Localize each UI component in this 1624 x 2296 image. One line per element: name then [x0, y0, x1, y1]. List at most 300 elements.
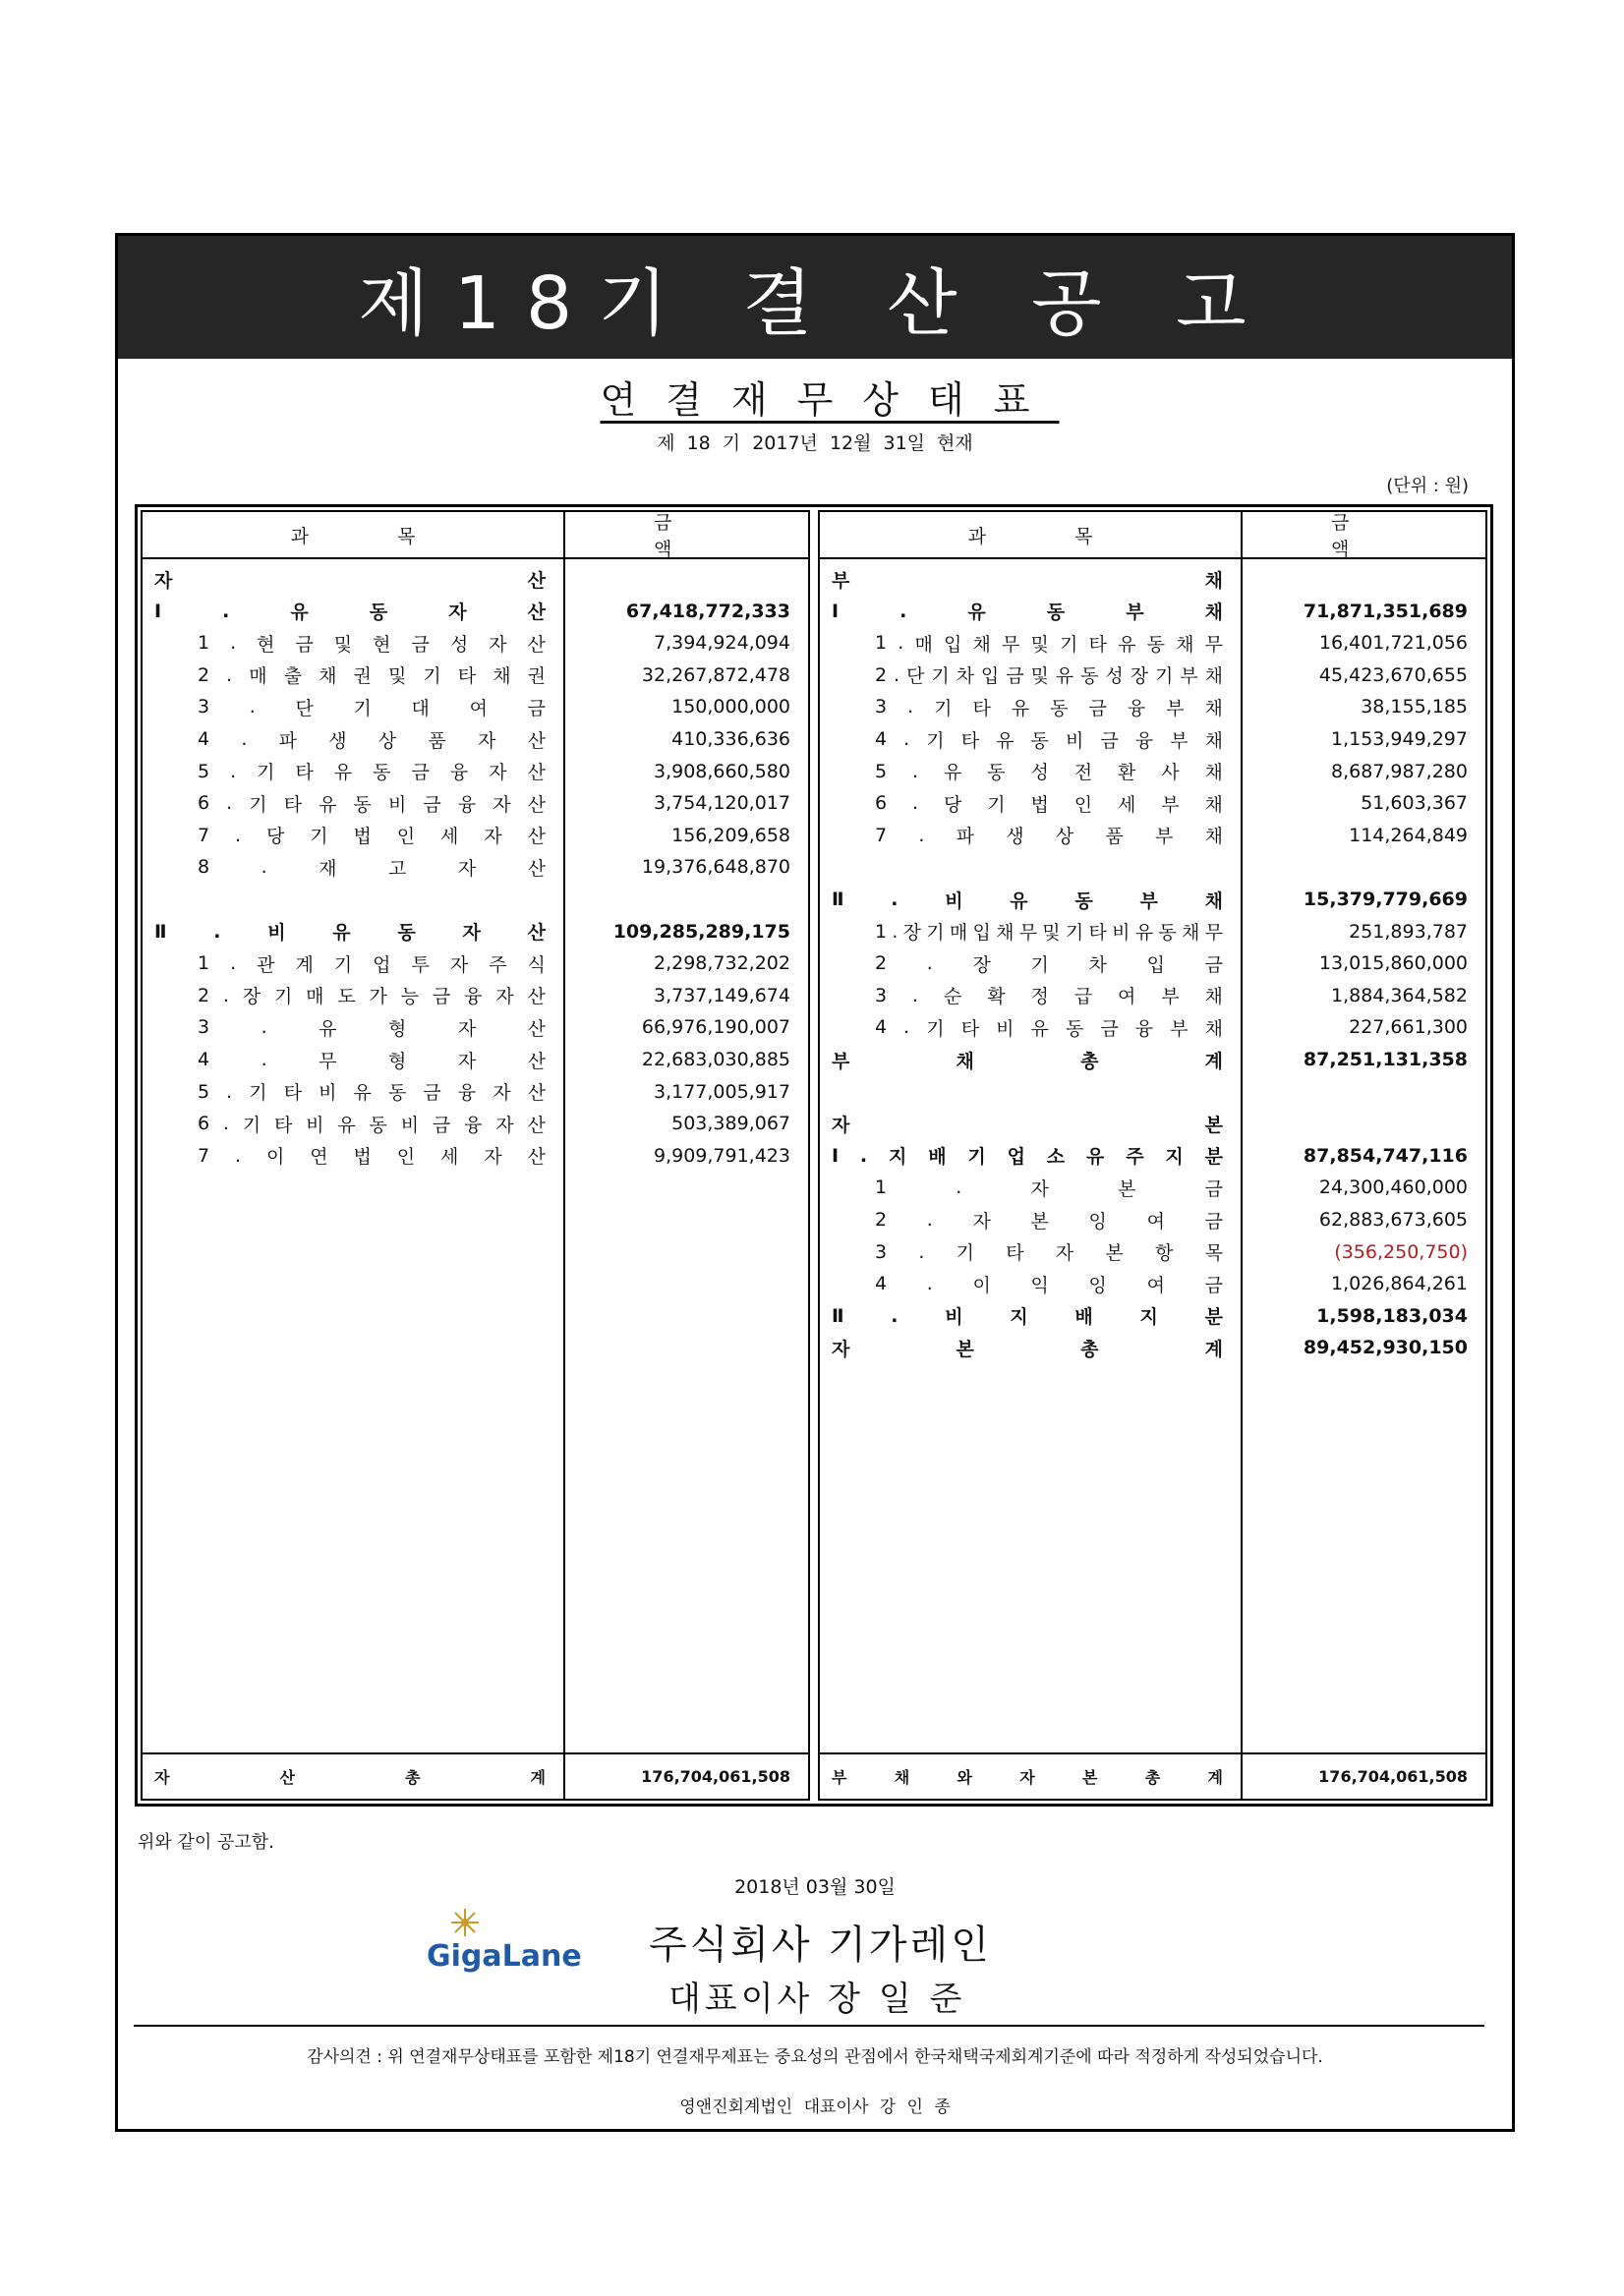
label-char: 타	[283, 1082, 303, 1105]
row-amount: 251,893,787	[1349, 920, 1468, 943]
label-char: 이	[265, 1146, 285, 1169]
label-char: 기	[926, 922, 945, 945]
label-char: 유	[1086, 1146, 1105, 1169]
label-char: 동	[1050, 697, 1069, 719]
label-char: 채	[1204, 762, 1223, 784]
row-amount: 13,015,860,000	[1318, 952, 1468, 975]
label-char: 유	[290, 602, 309, 624]
label-char: 금	[432, 1114, 451, 1136]
label-char: 연	[310, 1146, 328, 1169]
label-char: 1	[198, 632, 210, 655]
label-char: 자	[457, 857, 477, 880]
label-char: 산	[527, 729, 546, 752]
label-char: 금	[411, 633, 430, 656]
label-char: 법	[353, 826, 372, 848]
label-char: 산	[527, 1114, 546, 1136]
label-char: 파	[956, 826, 974, 848]
label-char: 목	[1204, 1242, 1223, 1265]
label-char: .	[926, 1273, 933, 1295]
header-amount-label: 금액	[1331, 512, 1438, 560]
label-char: 채	[1204, 986, 1223, 1008]
label-char: 2	[198, 984, 210, 1006]
label-char: 품	[428, 729, 446, 752]
label-char: 5	[198, 760, 210, 782]
label-char: 성	[1030, 762, 1049, 784]
label-char: .	[261, 1016, 267, 1039]
label-char: 기	[934, 697, 953, 719]
label-char: 본	[1105, 1242, 1124, 1265]
label-char: .	[249, 696, 256, 718]
label-char: 무	[319, 1050, 337, 1072]
label-char: 금	[423, 1082, 441, 1105]
label-char: 산	[527, 826, 546, 848]
label-char: 4	[875, 1273, 888, 1295]
label-char: 계	[1207, 1768, 1223, 1787]
label-char: 유	[1118, 633, 1136, 656]
label-char: 산	[527, 1017, 546, 1040]
row-amount: 1,884,364,582	[1330, 984, 1468, 1006]
label-char: 동	[1046, 602, 1066, 624]
label-char: 무	[1204, 922, 1223, 945]
label-char: 장	[242, 986, 261, 1008]
row-amount: 3,908,660,580	[653, 760, 790, 782]
header-amount	[1243, 512, 1485, 560]
label-char: 융	[1134, 1017, 1154, 1040]
row-amount: 156,209,658	[671, 824, 790, 846]
label-char: 기	[423, 665, 441, 688]
label-char: 채	[1204, 602, 1223, 624]
label-char: 자	[154, 569, 173, 592]
label-char: 산	[527, 602, 546, 624]
label-char: 여	[1118, 986, 1136, 1008]
label-char: 권	[353, 665, 372, 688]
label-char: 금	[295, 633, 314, 656]
label-char: 비	[267, 922, 286, 945]
row-amount: 19,376,648,870	[641, 856, 790, 879]
row-amount: 114,264,849	[1349, 824, 1468, 846]
label-char: 산	[527, 793, 546, 816]
label-char: 급	[1073, 986, 1093, 1008]
liabilities-equity-total-amount: 176,704,061,508	[1318, 1767, 1468, 1786]
label-char: 3	[875, 1240, 888, 1263]
label-char: 장	[1130, 665, 1149, 688]
label-char: 계	[295, 953, 314, 976]
statement-title-text: 연결재무상태표	[600, 378, 1060, 422]
label-char: 2	[198, 663, 210, 686]
label-char: 본	[956, 1338, 974, 1360]
announcement-date: 2018년 03월 30일	[734, 1876, 896, 1898]
label-char: 유	[353, 1082, 372, 1105]
label-char: 도	[337, 986, 356, 1008]
label-char: .	[899, 600, 907, 622]
label-char: 기	[249, 1082, 267, 1105]
label-char: 익	[1030, 1274, 1049, 1296]
label-char: 채	[1204, 890, 1223, 912]
label-char: 부	[1161, 986, 1180, 1008]
label-char: 채	[1204, 793, 1223, 816]
label-char: 계	[530, 1768, 546, 1787]
label-char: 2	[875, 663, 888, 686]
label-char: 8	[198, 856, 210, 879]
label-char: 파	[278, 729, 297, 752]
label-char: .	[226, 663, 233, 686]
label-char: 계	[1204, 1338, 1223, 1360]
label-char: 채	[996, 922, 1015, 945]
label-char: 분	[1204, 1146, 1223, 1169]
label-char: 3	[198, 1016, 210, 1039]
label-char: .	[226, 1080, 233, 1103]
label-char: 총	[405, 1768, 421, 1787]
label-char: 자	[448, 602, 467, 624]
label-char: 식	[527, 953, 546, 976]
label-char: 1	[198, 952, 210, 975]
row-amount: 87,854,747,116	[1303, 1144, 1468, 1167]
label-char: 자	[1055, 1242, 1074, 1265]
label-char: 형	[387, 1050, 407, 1072]
label-char: 채	[1181, 922, 1200, 945]
label-char: 동	[397, 922, 416, 945]
label-char: 장	[972, 953, 991, 976]
label-char: 계	[1204, 1050, 1223, 1072]
assets-header	[143, 512, 808, 559]
label-char: 기	[242, 1114, 261, 1136]
label-char: 입	[943, 633, 962, 656]
label-char: .	[891, 889, 899, 910]
liabilities-equity-total-label	[832, 1754, 1223, 1799]
label-char: 항	[1154, 1242, 1174, 1265]
label-char: 확	[987, 986, 1006, 1008]
label-char: 동	[1146, 633, 1165, 656]
label-char: 세	[1118, 793, 1136, 816]
row-amount: 227,661,300	[1349, 1016, 1468, 1039]
label-char: 투	[411, 953, 430, 976]
label-char: 입	[972, 922, 991, 945]
row-amount: 9,909,791,423	[653, 1144, 790, 1167]
row-amount: 66,976,190,007	[641, 1016, 790, 1039]
label-char: 자	[1030, 1177, 1049, 1200]
label-char: 장	[902, 922, 921, 945]
label-char: 본	[1118, 1177, 1136, 1200]
header-item-label: 과목	[290, 525, 504, 547]
label-char: .	[926, 952, 933, 975]
label-char: 부	[1170, 729, 1189, 752]
label-char: 와	[957, 1768, 972, 1787]
label-char: 고	[387, 857, 407, 880]
gigalane-logo-icon	[423, 1907, 590, 1976]
label-char: 채	[1204, 826, 1223, 848]
label-char: 동	[1065, 1017, 1084, 1040]
label-char: 비	[996, 1017, 1015, 1040]
label-char: 동	[987, 762, 1006, 784]
row-label	[198, 1136, 546, 1176]
label-char: .	[213, 920, 221, 943]
label-char: 및	[387, 665, 407, 688]
label-char: 동	[369, 1114, 387, 1136]
label-char: 본	[1082, 1768, 1098, 1787]
label-char: 기	[1030, 953, 1049, 976]
label-char: 융	[464, 986, 483, 1008]
label-char: 상	[1055, 826, 1074, 848]
label-char: 무	[1018, 922, 1038, 945]
label-char: 현	[257, 633, 275, 656]
label-char: Ⅱ	[832, 1304, 844, 1327]
label-char: 산	[527, 922, 546, 945]
label-char: 지	[1010, 1306, 1028, 1329]
label-char: 2	[875, 1209, 888, 1231]
announcement-frame	[115, 233, 1515, 2132]
label-char: 분	[1204, 1306, 1223, 1329]
label-char: 기	[1065, 922, 1084, 945]
assets-total-label	[154, 1754, 546, 1799]
label-char: 타	[960, 729, 980, 752]
row-amount: 15,379,779,669	[1303, 889, 1468, 910]
row-amount: 503,389,067	[671, 1113, 790, 1135]
row-amount: 22,683,030,885	[641, 1049, 790, 1070]
label-char: 형	[387, 1017, 407, 1040]
label-char: 4	[875, 1016, 888, 1039]
table-row	[143, 1136, 808, 1176]
label-char: 동	[369, 602, 388, 624]
label-char: 매	[949, 922, 968, 945]
row-amount: 32,267,872,478	[641, 663, 790, 686]
label-char: 금	[527, 697, 546, 719]
label-char: 채	[972, 633, 991, 656]
label-char: 비	[319, 1082, 337, 1105]
label-char: 본	[1030, 1210, 1049, 1233]
header-amount	[565, 512, 808, 560]
row-amount: 109,285,289,175	[612, 920, 790, 943]
label-char: 기	[310, 826, 328, 848]
label-char: 유	[333, 762, 353, 784]
label-char: 환	[1118, 762, 1136, 784]
label-char: 및	[333, 633, 353, 656]
label-char: .	[903, 728, 910, 750]
header-amount-label: 금액	[654, 512, 761, 560]
label-char: 성	[449, 633, 469, 656]
label-char: 부	[1161, 793, 1180, 816]
label-char: 채	[894, 1768, 910, 1787]
label-char: 금	[1204, 1210, 1223, 1233]
label-char: 자	[489, 633, 507, 656]
label-char: 4	[875, 728, 888, 750]
label-char: .	[912, 760, 919, 782]
auditor-signature: 영앤진회계법인 대표이사 강 인 종	[679, 2097, 951, 2117]
label-char: 1	[875, 1177, 888, 1199]
unit-label: (단위 : 원)	[1386, 476, 1469, 496]
label-char: 자	[477, 729, 496, 752]
label-char: 융	[449, 762, 469, 784]
row-amount: 45,423,670,655	[1318, 663, 1468, 686]
label-char: 6	[198, 792, 210, 815]
label-char: 1	[875, 920, 888, 943]
label-char: 부	[1170, 1017, 1189, 1040]
label-char: 관	[257, 953, 275, 976]
label-char: 타	[1006, 1242, 1024, 1265]
label-char: 현	[373, 633, 391, 656]
row-amount: 87,251,131,358	[1303, 1049, 1468, 1070]
label-char: 및	[1030, 633, 1049, 656]
label-char: 여	[1146, 1274, 1165, 1296]
row-amount: 410,336,636	[671, 728, 790, 750]
balance-sheet-table	[135, 504, 1493, 1807]
label-char: 부	[832, 1050, 850, 1072]
table-row	[820, 1328, 1485, 1367]
label-char: 기	[257, 762, 275, 784]
label-char: .	[898, 632, 904, 655]
label-char: 자	[154, 1768, 170, 1787]
label-char: 자	[484, 826, 502, 848]
label-char: .	[230, 632, 237, 655]
label-char: 여	[469, 697, 488, 719]
label-char: 채	[493, 665, 511, 688]
label-char: 타	[1088, 922, 1107, 945]
header-item	[143, 512, 563, 557]
label-char: 여	[1146, 1210, 1165, 1233]
label-char: 채	[1204, 697, 1223, 719]
company-name: 주식회사 기가레인	[649, 1923, 992, 1968]
label-char: 산	[527, 986, 546, 1008]
label-char: 비	[945, 1306, 963, 1329]
label-char: .	[894, 663, 900, 686]
label-char: 자	[457, 1017, 477, 1040]
label-char: 잉	[1088, 1210, 1107, 1233]
label-char: 자	[449, 953, 469, 976]
statement-period: 제 18 기 2017년 12월 31일 현재	[657, 432, 973, 454]
label-char: 가	[369, 986, 387, 1008]
row-amount: 51,603,367	[1361, 792, 1468, 815]
label-char: 채	[1176, 633, 1194, 656]
label-char: 부	[1154, 826, 1174, 848]
label-char: 타	[457, 665, 477, 688]
label-char: 기	[926, 729, 945, 752]
label-char: 비	[1112, 922, 1131, 945]
audit-opinion: 감사의견 : 위 연결재무상태표를 포함한 제18기 연결재무제표는 중요성의 관점에서 한국채택국제회계기준에 따라 적정하게 작성되었습니다.	[307, 2047, 1323, 2067]
label-char: 7	[198, 824, 210, 846]
label-char: 금	[1100, 729, 1119, 752]
label-char: 유	[319, 1017, 337, 1040]
label-char: 기	[987, 793, 1006, 816]
label-char: 부	[832, 1768, 847, 1787]
label-char: .	[907, 696, 914, 718]
label-char: 채	[1204, 729, 1223, 752]
label-char: 배	[1074, 1306, 1093, 1329]
label-char: 4	[198, 728, 210, 750]
label-char: 동	[1158, 922, 1177, 945]
label-char: 채	[1204, 665, 1223, 688]
label-char: 기	[926, 1017, 945, 1040]
label-char: 자	[493, 1082, 511, 1105]
label-char: 대	[411, 697, 430, 719]
label-char: 3	[875, 984, 888, 1006]
row-amount: 8,687,987,280	[1330, 760, 1468, 782]
label-char: .	[222, 1113, 229, 1135]
header-item	[820, 512, 1241, 557]
label-char: 5	[875, 760, 888, 782]
label-char: 금	[411, 762, 430, 784]
label-char: .	[261, 1049, 267, 1070]
label-char: 타	[273, 1114, 293, 1136]
label-char: .	[859, 1144, 868, 1167]
row-amount: 1,598,183,034	[1316, 1304, 1468, 1327]
label-char: 산	[527, 569, 546, 592]
label-char: 비	[945, 890, 963, 912]
label-char: 금	[1088, 697, 1107, 719]
label-char: 생	[1006, 826, 1024, 848]
label-char: 차	[956, 665, 974, 688]
label-char: 업	[1007, 1146, 1025, 1169]
label-char: .	[912, 792, 919, 815]
label-char: 출	[283, 665, 303, 688]
label-char: .	[226, 792, 233, 815]
label-char: 동	[1030, 729, 1049, 752]
label-char: 무	[1204, 633, 1223, 656]
label-char: 타	[283, 793, 303, 816]
header-item-label: 과목	[967, 525, 1182, 547]
label-char: 배	[928, 1146, 947, 1169]
gigalane-logo	[423, 1907, 590, 1976]
label-char: 인	[1073, 793, 1093, 816]
label-char: 유	[1011, 697, 1030, 719]
logo-text: GigaLane	[427, 1939, 582, 1974]
label-char: 4	[198, 1049, 210, 1070]
row-amount: 38,155,185	[1361, 696, 1468, 718]
row-amount: 3,754,120,017	[653, 792, 790, 815]
label-char: 입	[980, 665, 1000, 688]
label-char: 자	[462, 922, 481, 945]
label-char: 부	[1180, 665, 1198, 688]
label-char: 융	[457, 1082, 477, 1105]
label-char: .	[230, 760, 237, 782]
label-char: 타	[972, 697, 991, 719]
label-char: 상	[377, 729, 397, 752]
label-char: 자	[484, 1146, 502, 1169]
label-char: 금	[1204, 1274, 1223, 1296]
label-char: 당	[943, 793, 962, 816]
row-amount: 1,026,864,261	[1330, 1273, 1468, 1295]
label-char: 정	[1030, 986, 1049, 1008]
label-char: 자	[495, 1114, 514, 1136]
label-char: 전	[1073, 762, 1093, 784]
label-char: 품	[1105, 826, 1124, 848]
label-char: 산	[527, 857, 546, 880]
label-char: 비	[400, 1114, 420, 1136]
label-char: 부	[1126, 602, 1144, 624]
label-char: 기	[1154, 665, 1174, 688]
label-char: 7	[198, 1144, 210, 1167]
label-char: 법	[1030, 793, 1049, 816]
label-char: 주	[1126, 1146, 1144, 1169]
label-char: Ⅰ	[832, 1144, 840, 1167]
label-char: 금	[1204, 1177, 1223, 1200]
assets-total-amount: 176,704,061,508	[641, 1767, 790, 1786]
label-char: 인	[396, 826, 416, 848]
label-char: 비	[387, 793, 407, 816]
label-char: 유	[967, 602, 986, 624]
label-char: 유	[337, 1114, 356, 1136]
label-char: .	[891, 1304, 899, 1327]
label-char: 당	[265, 826, 285, 848]
label-char: 총	[1080, 1050, 1099, 1072]
label-char: 채	[1204, 1017, 1223, 1040]
row-amount: 71,871,351,689	[1303, 600, 1468, 622]
assets-total-row	[143, 1752, 808, 1799]
row-amount: 2,298,732,202	[653, 952, 790, 975]
label-char: 자	[972, 1210, 991, 1233]
label-char: 유	[319, 793, 337, 816]
label-char: 매	[914, 633, 933, 656]
label-char: 융	[457, 793, 477, 816]
label-char: 유	[996, 729, 1015, 752]
